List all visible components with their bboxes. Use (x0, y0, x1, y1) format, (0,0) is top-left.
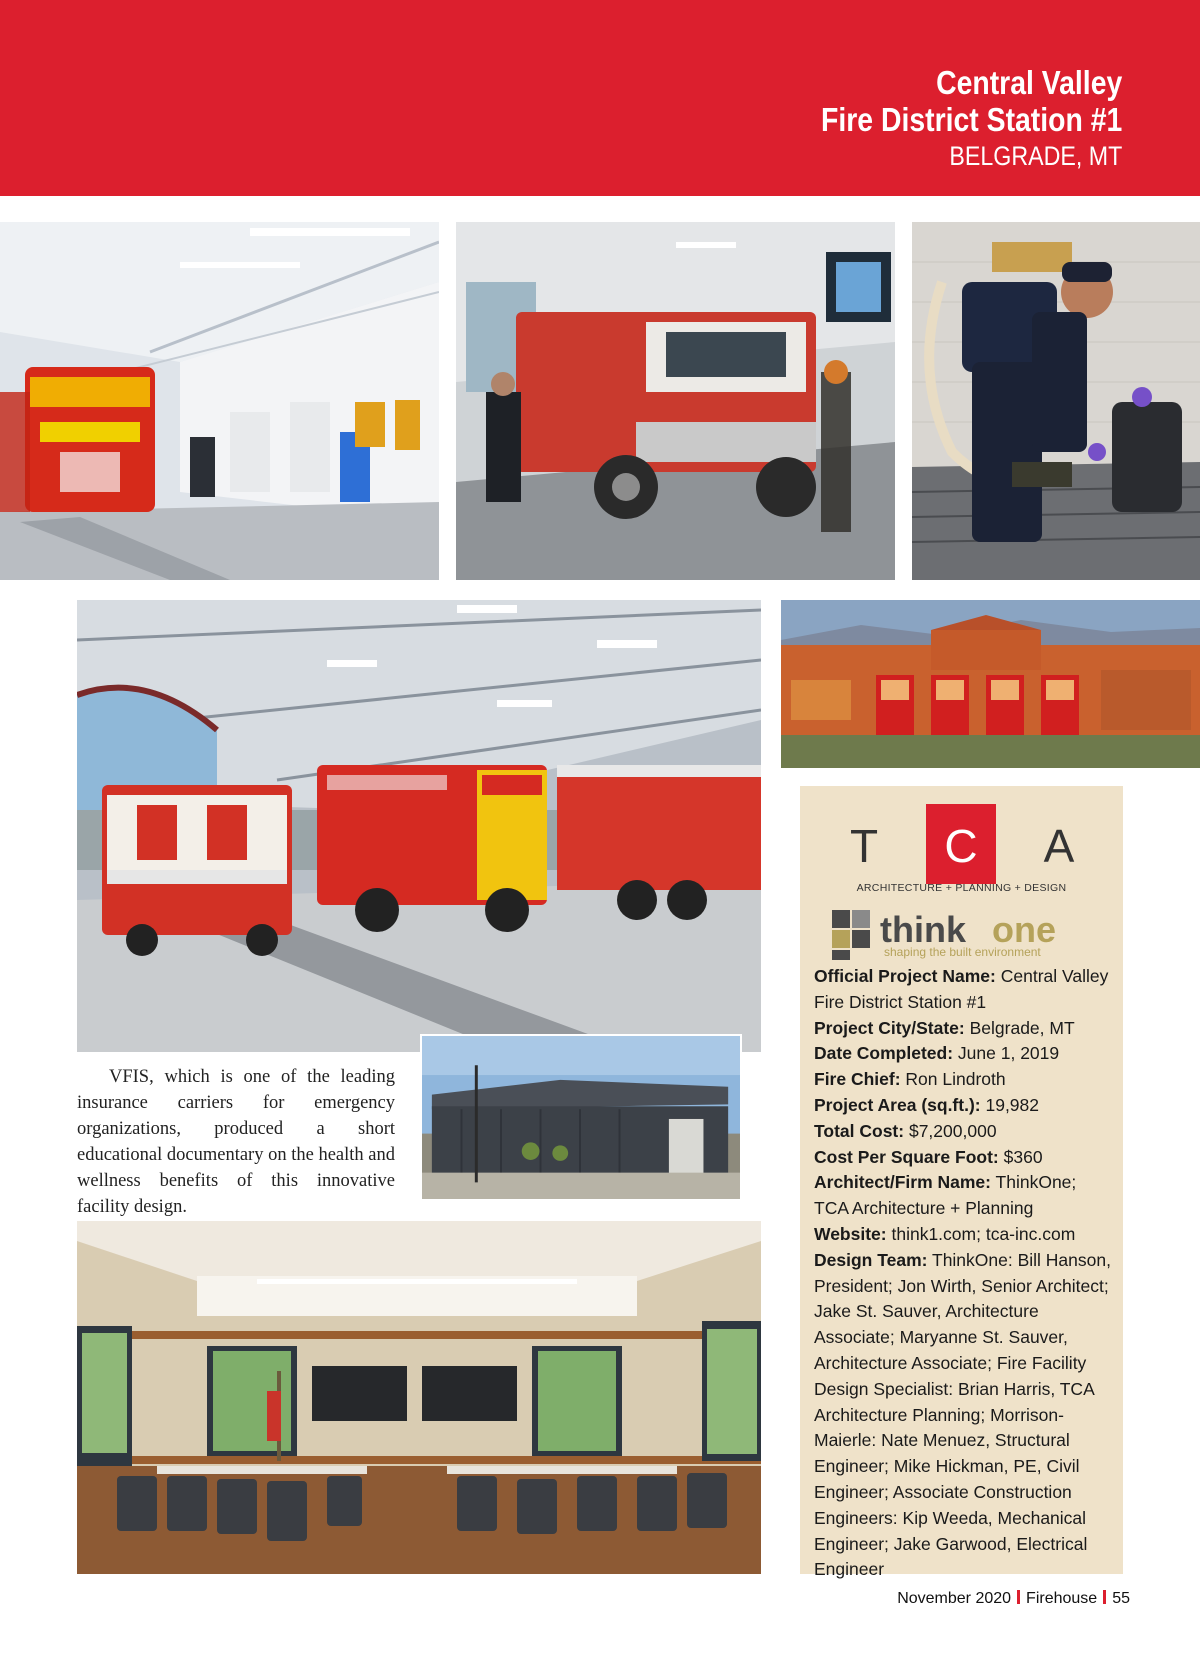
photo-truck-wash (456, 222, 895, 580)
photo-bay-wide (77, 600, 761, 1052)
fact-value: Belgrade, MT (969, 1017, 1075, 1038)
page-number: 55 (1112, 1590, 1130, 1607)
fact-architect-firm (814, 1170, 1114, 1222)
fact-label: Project Area (sq.ft.): (814, 1094, 981, 1115)
fact-value: Central Valley Fire District Station #1 (814, 966, 1109, 1012)
thinkone-word-one: one (992, 909, 1057, 950)
article-title (772, 64, 1122, 174)
fact-value: June 1, 2019 (957, 1043, 1060, 1064)
tca-letter-a: A (1043, 820, 1075, 872)
fact-label: Project City/State: (814, 1017, 965, 1038)
page-footer (897, 1590, 1130, 1608)
fact-design-team (814, 1248, 1114, 1583)
title-line-1: Central Valley (935, 64, 1122, 101)
title-line-2: Fire District Station #1 (820, 101, 1122, 138)
fact-value: ThinkOne: Bill Hanson, President; Jon Wirth, Senior Architect; Jake St. Sauver, Architecture Associate; Maryanne St. Sauver, Architecture Associate; Fire Facility Design Specialist: Brian Harris, TCA Architecture Planning; Morrison-Maierle: Nate Menuez, Structural Engineer; Mike Hickman, PE, Civil Engineer; Associate Construction Engineers: Kip Weeda, Mechanical Engineer; Jake Garwood, Electrical Engineer (814, 1249, 1111, 1580)
tca-letter-t: T (849, 820, 879, 872)
project-info-sidebar (800, 786, 1123, 1580)
footer-divider (1017, 1590, 1020, 1604)
fact-label: Architect/Firm Name: (814, 1172, 991, 1193)
fact-label: Website: (814, 1223, 887, 1244)
photo-bay-interior (0, 222, 439, 580)
thinkone-tagline: shaping the built environment (884, 945, 1041, 959)
fact-value: $360 (1003, 1146, 1043, 1167)
fact-value: think1.com; tca-inc.com (891, 1223, 1076, 1244)
fact-project-area (814, 1093, 1114, 1119)
fact-value: ThinkOne; TCA Architecture + Planning (814, 1172, 1077, 1219)
thinkone-word-think: think (880, 909, 966, 950)
fact-total-cost (814, 1119, 1114, 1145)
footer-publication: Firehouse (1026, 1590, 1098, 1607)
fact-value: $7,200,000 (908, 1120, 997, 1141)
project-facts (814, 964, 1114, 1583)
fact-label: Cost Per Square Foot: (814, 1146, 999, 1167)
fact-website (814, 1222, 1114, 1248)
tca-tagline: ARCHITECTURE + PLANNING + DESIGN (856, 882, 1067, 894)
photo-outbuilding (420, 1034, 742, 1201)
footer-date: November 2020 (897, 1590, 1012, 1607)
fact-value: Ron Lindroth (905, 1069, 1006, 1090)
location-subtitle: BELGRADE, MT (949, 141, 1122, 171)
photo-exterior (781, 600, 1200, 768)
thinkone-logo (832, 906, 1092, 962)
tca-letter-c: C (944, 820, 978, 872)
photo-decon (912, 222, 1200, 580)
photo-training-room (77, 1221, 761, 1574)
fact-label: Official Project Name: (814, 966, 996, 986)
fact-project-name (814, 964, 1114, 1016)
fact-label: Total Cost: (814, 1120, 905, 1141)
fact-label: Date Completed: (814, 1043, 954, 1064)
footer-divider (1103, 1590, 1106, 1604)
fact-value: 19,982 (985, 1094, 1040, 1115)
fact-label: Fire Chief: (814, 1069, 901, 1090)
fact-city-state (814, 1016, 1114, 1042)
fact-label: Design Team: (814, 1249, 928, 1270)
fact-date-completed (814, 1041, 1114, 1067)
fact-fire-chief (814, 1067, 1114, 1093)
header-banner (0, 0, 1200, 196)
fact-cost-per-sqft (814, 1145, 1114, 1171)
article-paragraph: VFIS, which is one of the leading insurance carriers for emergency organizations, produced a short educational documentary on the health and wellness benefits of this innovative facility design. (77, 1067, 395, 1217)
